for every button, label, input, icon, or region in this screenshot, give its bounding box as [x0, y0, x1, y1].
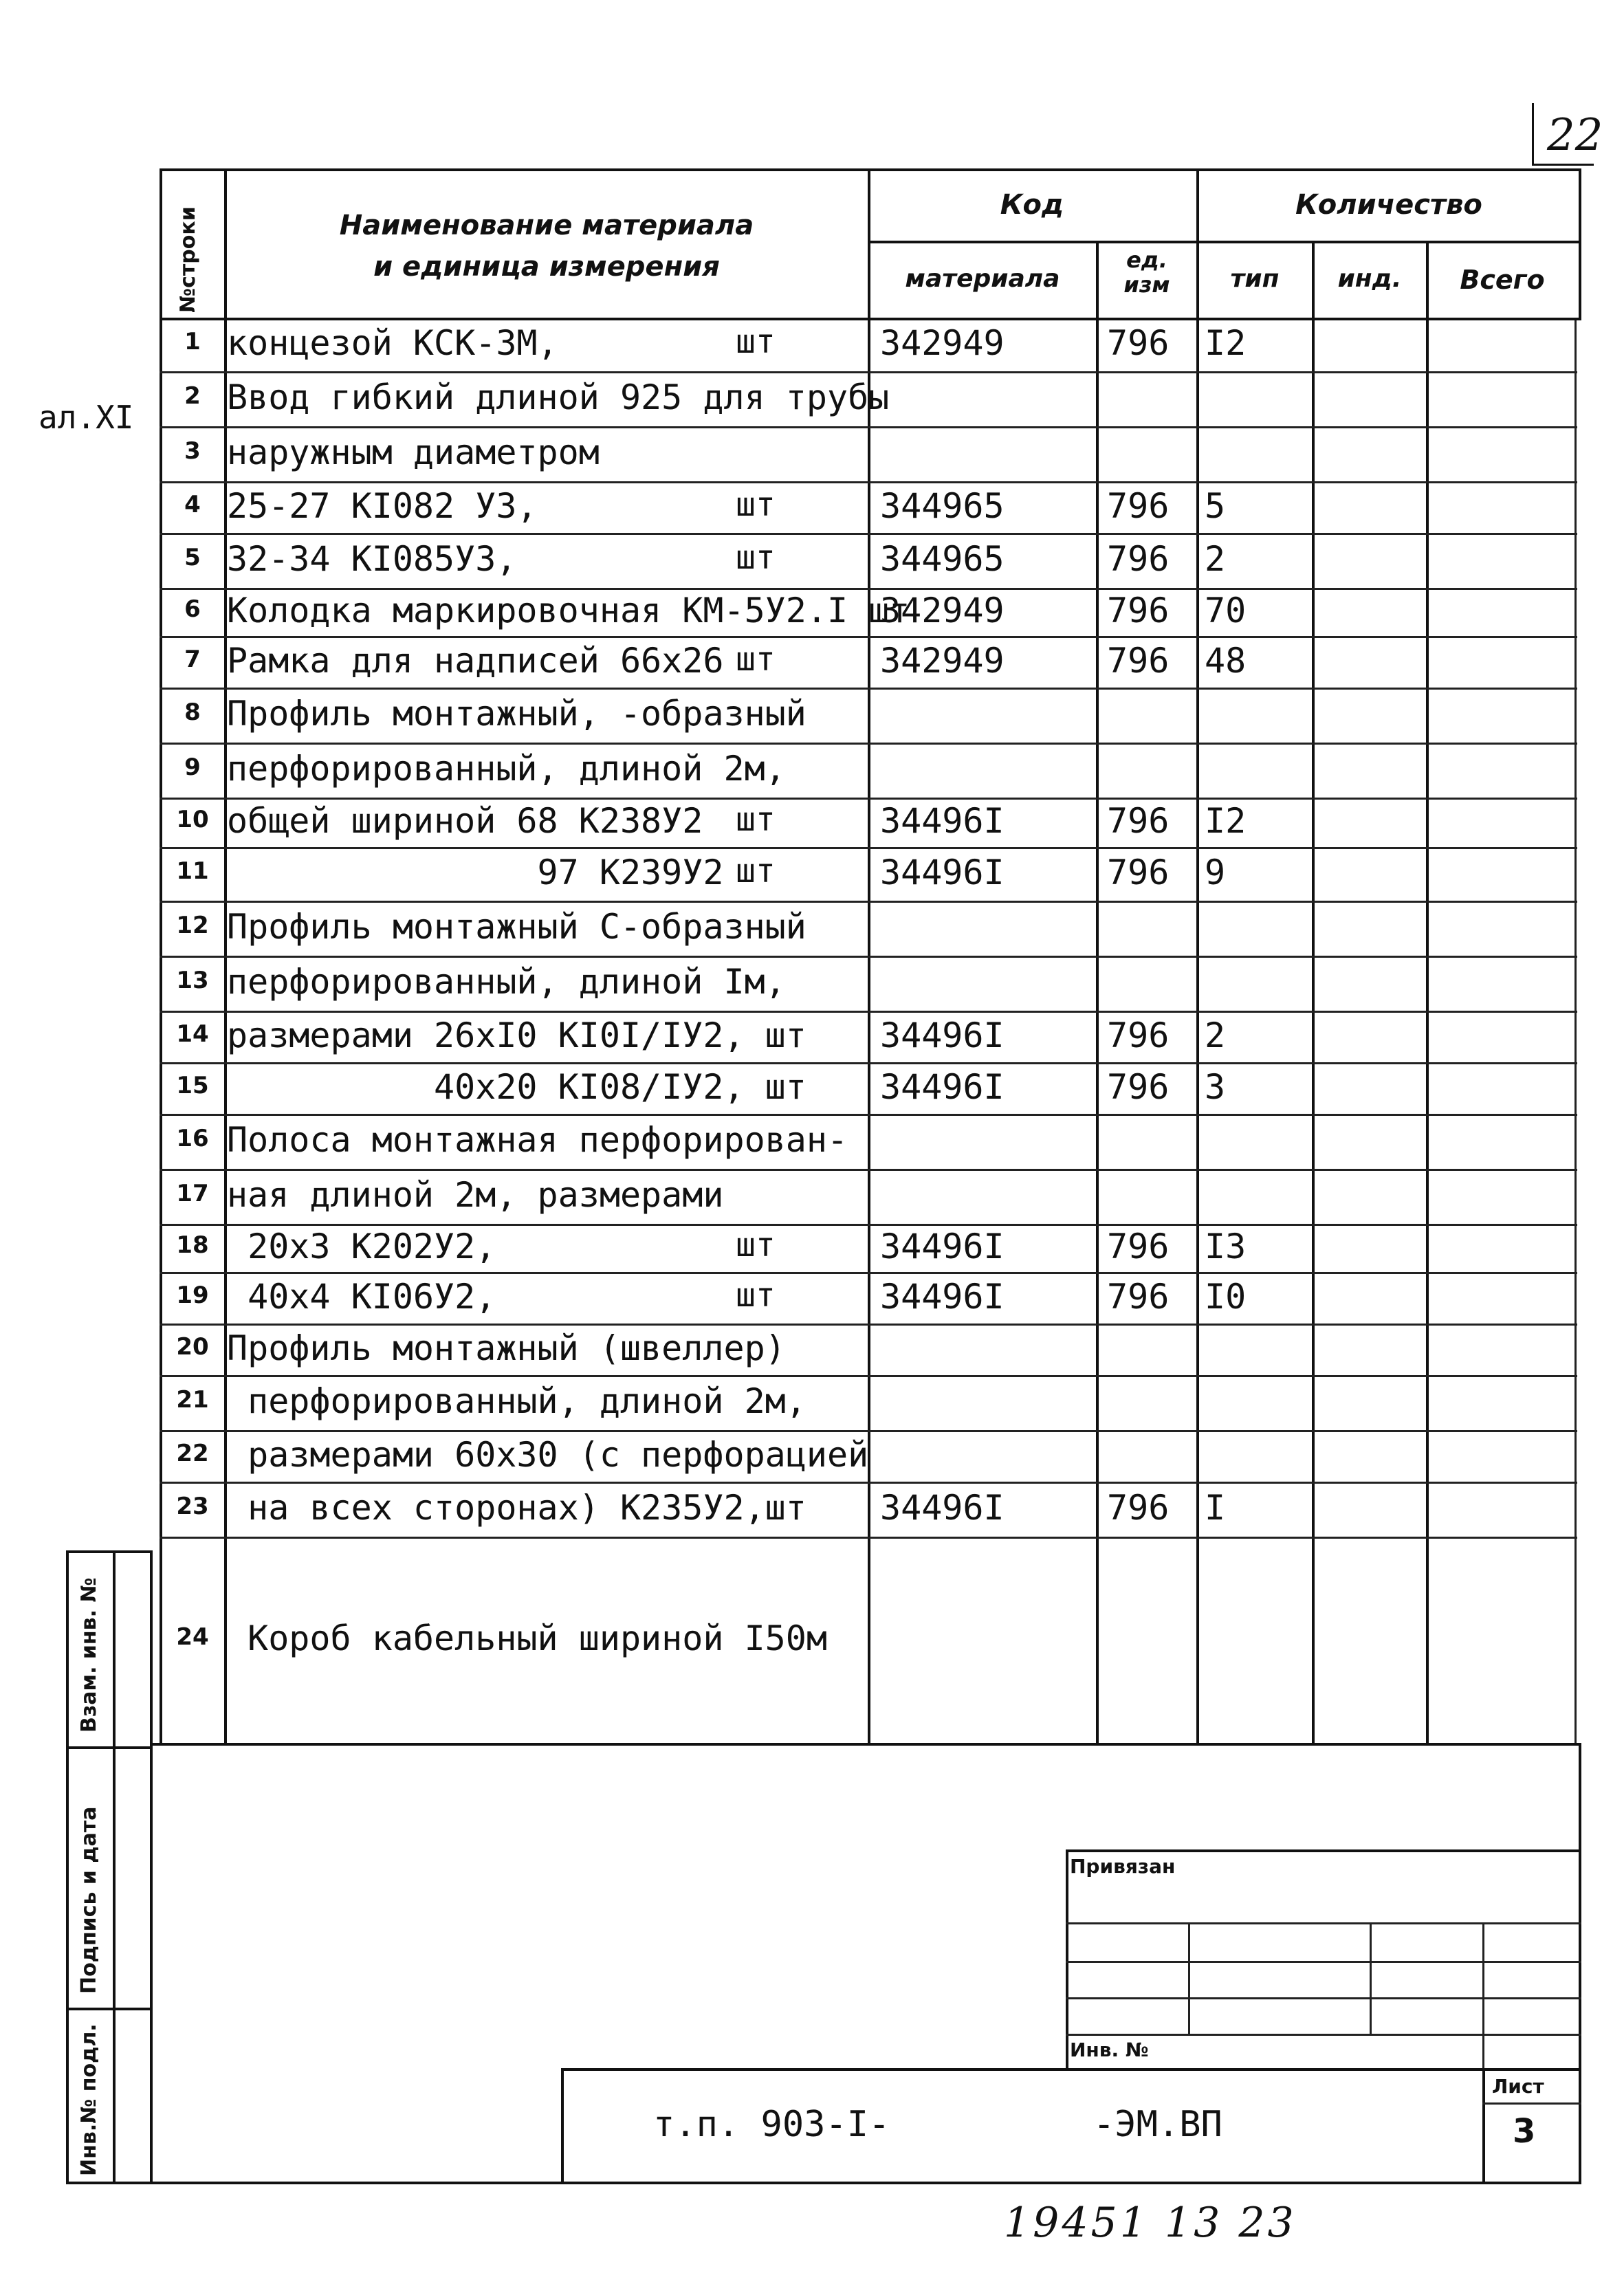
row-qty: I3: [1205, 1227, 1247, 1266]
side-stamp-top: [66, 1550, 151, 1553]
side-stamp-vzam: Взам. инв. №: [77, 1577, 101, 1733]
row-divider: [160, 371, 1577, 373]
row-divider: [160, 743, 1577, 745]
row-unit-code: 796: [1107, 1488, 1170, 1528]
row-number: 16: [176, 1125, 209, 1152]
page-frame-right: [1579, 1743, 1581, 2184]
side-stamp-mid: [113, 1550, 116, 2183]
row-divider: [160, 1169, 1577, 1171]
title-block-line-4: [1066, 2034, 1581, 2036]
header-name-line1: Наименование материала: [339, 210, 754, 241]
page-frame-bottom: [66, 2182, 1581, 2184]
row-unit: шт: [736, 322, 776, 361]
row-code: 342949: [880, 323, 1005, 363]
row-qty: 2: [1205, 539, 1226, 579]
row-divider: [160, 426, 1577, 428]
row-divider: [160, 847, 1577, 849]
row-divider: [160, 1114, 1577, 1116]
row-number: 1: [184, 328, 201, 355]
row-divider: [160, 1375, 1577, 1377]
row-divider: [160, 1482, 1577, 1484]
row-unit-code: 796: [1107, 640, 1170, 681]
row-unit-code: 796: [1107, 539, 1170, 579]
row-name: 25-27 КI082 У3,: [227, 485, 538, 526]
row-unit: шт: [736, 852, 776, 890]
row-unit-code: 796: [1107, 1227, 1170, 1266]
row-divider: [160, 1430, 1577, 1432]
row-number: 14: [176, 1020, 209, 1048]
row-name: 40х20 КI08/IУ2, шт: [227, 1066, 806, 1107]
header-code-group: Код: [1000, 189, 1064, 221]
row-number: 20: [176, 1332, 209, 1361]
row-number: 10: [176, 806, 209, 833]
row-unit-code: 796: [1107, 801, 1170, 841]
sheet-number: 3: [1513, 2112, 1536, 2151]
row-unit: шт: [736, 1226, 776, 1264]
side-stamp-div2: [66, 2008, 151, 2010]
row-code: 342949: [880, 640, 1005, 681]
row-code: 34496I: [880, 1276, 1005, 1317]
row-number: 19: [176, 1281, 209, 1309]
row-code: 342949: [880, 591, 1005, 630]
row-unit-code: 796: [1107, 1066, 1170, 1107]
row-name: концезой КСК-3М,: [227, 323, 558, 363]
row-number: 13: [176, 967, 209, 994]
row-qty: 48: [1205, 640, 1247, 681]
table-right-border: [1579, 168, 1581, 320]
side-stamp-inv: Инв.№ подл.: [77, 2023, 101, 2176]
row-divider: [160, 636, 1577, 638]
row-number: 11: [176, 857, 209, 885]
header-name-line2: и единица измерения: [373, 251, 720, 283]
row-divider: [160, 1011, 1577, 1013]
row-divider: [160, 1324, 1577, 1326]
code-material-right: [1096, 241, 1099, 1743]
row-qty: I: [1205, 1488, 1226, 1528]
row-name: Профиль монтажный С-образный: [227, 907, 806, 947]
row-name: 20х3 К202У2,: [227, 1227, 496, 1266]
page-number-underline: [1532, 164, 1594, 166]
row-name: Полоса монтажная перфорирован-: [227, 1120, 848, 1160]
header-rows-col: №строки: [176, 206, 200, 313]
bottom-handwriting: 19451 13 23: [1004, 2199, 1297, 2247]
designation-left: [561, 2068, 564, 2184]
designation-right-text: -ЭМ.ВП: [1093, 2104, 1222, 2145]
row-name: перфорированный, длиной 2м,: [227, 1381, 806, 1421]
row-code: 34496I: [880, 801, 1005, 841]
header-bottom: [160, 318, 1581, 320]
row-qty: 9: [1205, 853, 1226, 892]
row-name: размерами 60х30 (с перфорацией: [227, 1434, 869, 1475]
header-qty-group: Количество: [1295, 189, 1482, 221]
header-qty-type: тип: [1230, 265, 1280, 293]
row-name: наружным диаметром: [227, 432, 600, 472]
row-number: 15: [176, 1071, 209, 1099]
sheet-cell-divider: [1482, 2102, 1581, 2105]
row-name: перфорированный, длиной Iм,: [227, 962, 786, 1002]
row-name: на всех сторонах) К235У2,шт: [227, 1488, 806, 1528]
row-number: 21: [176, 1386, 209, 1414]
header-qty-ind: инд.: [1337, 265, 1402, 293]
row-name: Ввод гибкий длиной 925 для трубы: [227, 377, 890, 417]
qty-ind-right: [1426, 241, 1429, 1743]
row-name: 32-34 КI085У3,: [227, 539, 517, 579]
page-number-divider: [1532, 103, 1534, 165]
row-unit: шт: [736, 1275, 776, 1315]
row-unit: шт: [736, 538, 776, 577]
row-unit: шт: [736, 639, 776, 679]
designation-left-text: т.п. 903-I-: [653, 2104, 890, 2145]
row-name: размерами 26хI0 КI0I/IУ2, шт: [227, 1015, 806, 1055]
row-number: 5: [184, 544, 201, 571]
row-unit-code: 796: [1107, 591, 1170, 630]
row-qty: 5: [1205, 485, 1226, 526]
row-number: 24: [176, 1623, 209, 1651]
header-subdivider: [868, 241, 1581, 243]
row-divider: [160, 1537, 1577, 1539]
title-block-col-2: [1370, 1922, 1372, 2034]
row-divider: [160, 798, 1577, 800]
sheet-cell-left: [1482, 2068, 1485, 2184]
title-block-line-3: [1066, 1997, 1581, 1999]
row-qty: I2: [1205, 323, 1247, 363]
row-code: 34496I: [880, 1015, 1005, 1055]
page-frame-left: [150, 1550, 153, 2183]
row-code: 34496I: [880, 1066, 1005, 1107]
row-qty: 70: [1205, 591, 1247, 630]
row-name: перфорированный, длиной 2м,: [227, 749, 786, 789]
row-qty: I2: [1205, 801, 1247, 841]
row-divider: [160, 1062, 1577, 1064]
row-number: 12: [176, 912, 209, 939]
title-block-col-1: [1188, 1922, 1190, 2034]
row-name: ная длиной 2м, размерами: [227, 1175, 724, 1215]
row-unit-code: 796: [1107, 853, 1170, 892]
side-note: ал.XI: [39, 399, 134, 436]
row-divider: [160, 901, 1577, 903]
row-number: 9: [184, 754, 201, 781]
side-stamp-left: [66, 1550, 69, 2183]
row-unit: шт: [736, 485, 776, 524]
row-number: 7: [184, 645, 201, 673]
row-number: 3: [184, 437, 201, 465]
row-number: 22: [176, 1439, 209, 1467]
header-code-unit: ед. изм: [1123, 247, 1170, 298]
row-name: Профиль монтажный (швеллер): [227, 1328, 786, 1368]
row-number: 2: [184, 382, 201, 410]
row-code: 34496I: [880, 853, 1005, 892]
row-code: 34496I: [880, 1227, 1005, 1266]
row-divider: [160, 688, 1577, 690]
qty-type-right: [1312, 241, 1315, 1743]
privyazan-label: Привязан: [1070, 1855, 1176, 1878]
row-number: 8: [184, 699, 201, 726]
row-divider: [160, 481, 1577, 483]
row-name: Профиль монтажный, -образный: [227, 694, 806, 734]
title-block-top: [1066, 1849, 1581, 1852]
page-frame-mid: [150, 1743, 1581, 1746]
row-unit-code: 796: [1107, 1276, 1170, 1317]
row-qty: 2: [1205, 1015, 1226, 1055]
row-code: 34496I: [880, 1488, 1005, 1528]
row-divider: [160, 1272, 1577, 1274]
row-name: Короб кабельный шириной I50м: [227, 1618, 827, 1658]
row-code: 344965: [880, 485, 1005, 526]
row-number: 23: [176, 1493, 209, 1520]
row-number: 4: [184, 490, 201, 518]
header-code-material: материала: [905, 265, 1060, 293]
side-stamp-div1: [66, 1746, 151, 1749]
row-qty: 3: [1205, 1066, 1226, 1107]
designation-top: [561, 2068, 1581, 2071]
row-name: 97 К239У2: [227, 853, 724, 892]
title-block-line-1: [1066, 1922, 1581, 1924]
title-block-line-2: [1066, 1961, 1581, 1963]
row-number: 18: [176, 1231, 209, 1259]
title-block-col-3: [1482, 1922, 1484, 2069]
row-code: 344965: [880, 539, 1005, 579]
header-qty-total: Всего: [1460, 265, 1545, 295]
row-name: 40х4 КI06У2,: [227, 1276, 496, 1317]
side-stamp-sign: Подпись и дата: [77, 1806, 101, 1994]
row-unit-code: 796: [1107, 1015, 1170, 1055]
row-number: 6: [184, 595, 201, 623]
row-unit-code: 796: [1107, 323, 1170, 363]
table-top-border: [160, 168, 1581, 171]
row-name: общей шириной 68 К238У2: [227, 801, 703, 841]
row-unit: шт: [736, 800, 776, 839]
row-divider: [160, 533, 1577, 535]
row-number: 17: [176, 1180, 209, 1207]
row-unit-code: 796: [1107, 485, 1170, 526]
row-divider: [160, 956, 1577, 958]
page-number: 22: [1547, 110, 1603, 161]
row-qty: I0: [1205, 1276, 1247, 1317]
inv-no-label: Инв. №: [1070, 2039, 1149, 2061]
row-name: Рамка для надписей 66х26: [227, 640, 724, 681]
title-block-left: [1066, 1849, 1068, 2069]
row-name: Колодка маркировочная КМ-5У2.I шт: [227, 591, 910, 630]
sheet-label: Лист: [1492, 2075, 1544, 2098]
